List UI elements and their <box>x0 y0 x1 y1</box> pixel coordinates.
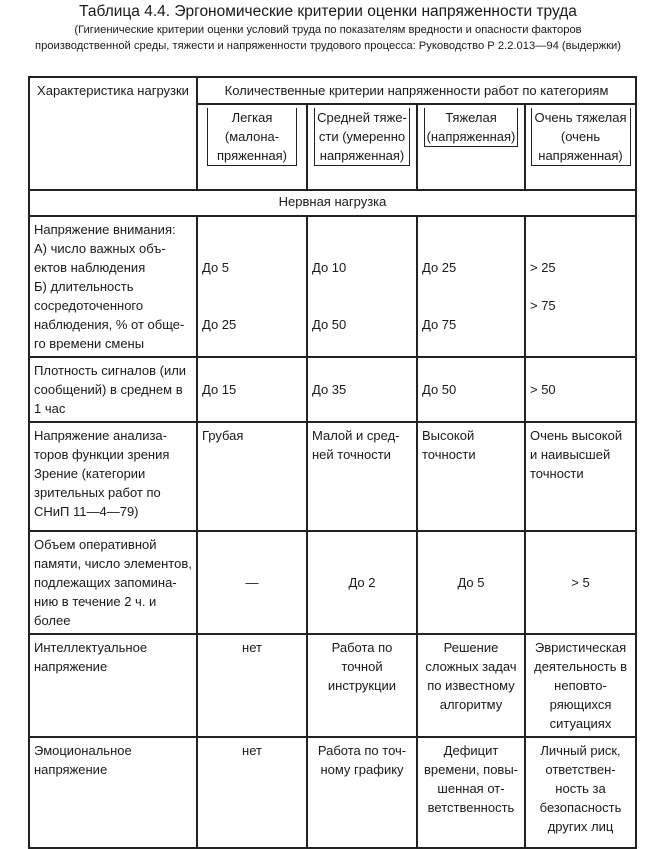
row-feature: Интеллектуальное напряжение <box>29 634 197 737</box>
row-value: > 25 > 75 <box>525 216 636 357</box>
source-line-1: (Гигиенические критерии оценки условий труда по показателям вредности и опасности факторов <box>74 24 582 36</box>
row-feature: Напряжение внимания: А) число важных объ-ектов наблюдения Б) длительность сосредоточенного наблюдения, % от обще-го времени смены <box>29 216 197 357</box>
row-value: Дефицит времени, повы-шенная от-ветственность <box>417 737 525 848</box>
row-value: нет <box>197 634 307 737</box>
row-feature: Эмоциональное напряжение <box>29 737 197 848</box>
row-feature: Напряжение анализа-торов функции зрения Зрение (категории зрительных работ по СНиП 11—4—79) <box>29 422 197 531</box>
row-value: Работа по точ-ному графику <box>307 737 417 848</box>
row-value: Личный риск, ответствен-ность за безопасность других лиц <box>525 737 636 848</box>
row-value: Высокой точности <box>417 422 525 531</box>
table-row <box>29 216 636 357</box>
row-feature: Плотность сигналов (или сообщений) в среднем в 1 час <box>29 357 197 422</box>
category-header-light: Легкая (малона-пряженная) <box>197 104 307 190</box>
category-header-medium: Средней тяже-сти (умеренно напряженная) <box>307 104 417 190</box>
row-value: Решение сложных задач по известному алгоритму <box>417 634 525 737</box>
row-value: Очень высокой и наивысшей точности <box>525 422 636 531</box>
row-value: Эвристическая деятельность в неповто-ряющихся ситуациях <box>525 634 636 737</box>
row-value: > 5 <box>525 531 636 634</box>
row-value: До 50 <box>417 357 525 422</box>
table-row <box>29 634 636 737</box>
row-value: Работа по точной инструкции <box>307 634 417 737</box>
row-value: До 15 <box>197 357 307 422</box>
row-value: До 10 До 50 <box>307 216 417 357</box>
row-value: До 35 <box>307 357 417 422</box>
table-source-note <box>0 23 656 54</box>
section-title: Нервная нагрузка <box>29 190 636 216</box>
feature-column-header: Характеристика нагрузки <box>29 77 197 190</box>
table-caption: Таблица 4.4. Эргономические критерии оценки напряженности труда <box>79 3 577 20</box>
criteria-group-header: Количественные критерии напряженности работ по категориям <box>197 77 636 104</box>
table-row <box>29 357 636 422</box>
row-value: — <box>197 531 307 634</box>
row-value: До 2 <box>307 531 417 634</box>
table-row <box>29 737 636 848</box>
table-row <box>29 531 636 634</box>
ergonomic-criteria-table <box>28 76 637 849</box>
row-value: До 5 <box>417 531 525 634</box>
table-row <box>29 422 636 531</box>
row-value: нет <box>197 737 307 848</box>
row-value: > 50 <box>525 357 636 422</box>
category-header-very-heavy: Очень тяжелая (очень напряженная) <box>525 104 636 190</box>
row-value: Малой и сред-ней точности <box>307 422 417 531</box>
row-value: До 5 До 25 <box>197 216 307 357</box>
category-header-heavy: Тяжелая (напряженная) <box>417 104 525 190</box>
row-value: До 25 До 75 <box>417 216 525 357</box>
row-value: Грубая <box>197 422 307 531</box>
source-line-2: производственной среды, тяжести и напряженности трудового процесса: Руководство Р 2.2.013—94 (выдержки) <box>35 39 621 52</box>
row-feature: Объем оперативной памяти, число элементов, подлежащих запомина-нию в течение 2 ч. и более <box>29 531 197 634</box>
